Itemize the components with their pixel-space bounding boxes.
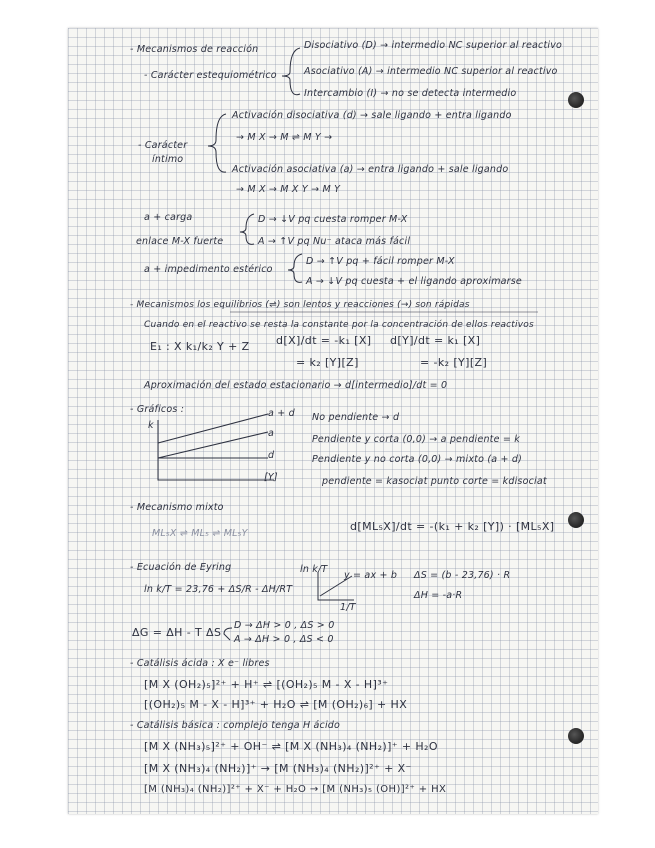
g2-line: Pendiente y corta (0,0) → a pendiente = k (312, 434, 520, 445)
a-carga-line: A → ↑V pq Nu⁻ ataca más fácil (258, 236, 411, 247)
graph-axes (158, 420, 274, 480)
rate1-line: d[X]/dt = -k₁ [X] (276, 334, 372, 347)
rate4-line: = -k₂ [Y][Z] (420, 356, 488, 369)
ds-line: ΔS = (b - 23,76) · R (414, 570, 511, 581)
mixto-line: - Mecanismo mixto (130, 502, 224, 513)
eq1-line: → M X → M ⇌ M Y → (236, 132, 333, 143)
mix-diagram: ML₅X ⇌ ML₅ ⇌ ML₅Y (152, 528, 248, 539)
carga1-line: a + carga (144, 212, 193, 223)
dg-arrow (224, 628, 232, 640)
carga2-line: enlace M-X fuerte (136, 236, 224, 247)
act-asoc-line: Activación asociativa (a) → entra ligando + sale ligando (232, 164, 509, 175)
notebook-page (68, 28, 598, 814)
e1-line: E₁ : X k₁/k₂ Y + Z (150, 340, 250, 353)
mix-eq-line: d[ML₅X]/dt = -(k₁ + k₂ [Y]) · [ML₅X] (350, 520, 555, 533)
d-carga-line: D → ↓V pq cuesta romper M-X (258, 214, 408, 225)
graph-label-a: a (268, 428, 275, 439)
ln-kt-label: ln k/T (300, 564, 328, 575)
aprox-line: Aproximación del estado estacionario → d[intermedio]/dt = 0 (144, 380, 448, 391)
d-imped-line: D → ↑V pq + fácil romper M-X (306, 256, 455, 267)
imped-line: a + impedimento estérico (144, 264, 273, 275)
inter-line: Intercambio (I) → no se detecta intermedio (304, 88, 517, 99)
dg-a-line: A → ΔH > 0 , ΔS < 0 (234, 634, 334, 645)
brace-stoich (282, 48, 300, 95)
g1-line: No pendiente → d (312, 412, 400, 423)
dg-line: ΔG = ΔH - T ΔS (132, 626, 222, 639)
ac1-line: [M X (OH₂)₅]²⁺ + H⁺ ⇌ [(OH₂)₅ M - X - H]³⁺ (144, 678, 389, 691)
caracter-line: - Carácter (138, 140, 188, 151)
eyring-linear: y = ax + b (344, 570, 398, 581)
b3-line: [M (NH₃)₄ (NH₂)]²⁺ + X⁻ + H₂O → [M (NH₃)₅ (OH)]²⁺ + HX (144, 784, 447, 795)
graf-line: - Gráficos : (130, 404, 185, 415)
eyring-line-title: - Ecuación de Eyring (130, 562, 232, 573)
act-dis-line: Activación disociativa (d) → sale ligando + entra ligando (232, 110, 512, 121)
brace-carga (240, 214, 254, 244)
brace-intimo (208, 114, 226, 172)
mech-title: - Mecanismos de reacción (130, 44, 259, 55)
intimo-line: íntimo (152, 154, 184, 165)
k-axis-label: k (148, 420, 154, 431)
eq2-line: → M X → M X Y → M Y (236, 184, 341, 195)
cat-basica-line: - Catálisis básica : complejo tenga H ácido (130, 720, 341, 731)
b2-line: [M X (NH₃)₄ (NH₂)]⁺ → [M (NH₃)₄ (NH₂)]²⁺ + X⁻ (144, 762, 412, 775)
b1-line: [M X (NH₃)₅]²⁺ + OH⁻ ⇌ [M X (NH₃)₄ (NH₂)]⁺ + H₂O (144, 740, 438, 753)
dh-line: ΔH = -a·R (414, 590, 463, 601)
ac2-line: [(OH₂)₅ M - X - H]³⁺ + H₂O ⇌ [M (OH₂)₆] + HX (144, 698, 408, 711)
graph-line-a (158, 432, 268, 458)
g4-line: pendiente = kasociat punto corte = kdisociat (322, 476, 547, 487)
graph-label-d: d (268, 450, 275, 461)
brace-imped (288, 254, 302, 282)
eyring-eq-line: ln k/T = 23,76 + ΔS/R - ΔH/RT (144, 584, 293, 595)
a-imped-line: A → ↓V pq cuesta + el ligando aproximarse (306, 276, 522, 287)
asoc-line: Asociativo (A) → intermedio NC superior al reactivo (304, 66, 558, 77)
cuando-line: Cuando en el reactivo se resta la constante por la concentración de ellos reactivos (144, 320, 534, 330)
dis-line: Disociativo (D) → intermedio NC superior al reactivo (304, 40, 563, 51)
rate2-line: d[Y]/dt = k₁ [X] (390, 334, 481, 347)
estq-line: - Carácter estequiométrico (144, 70, 277, 81)
y-axis-label: [Y] (264, 472, 278, 483)
equil-line: - Mecanismos los equilibrios (⇌) son lentos y reacciones (→) son rápidas (130, 300, 470, 310)
graph-line-ad (158, 414, 268, 443)
rate3-line: = k₂ [Y][Z] (296, 356, 359, 369)
one-t-label: 1/T (340, 602, 356, 613)
dg-d-line: D → ΔH > 0 , ΔS > 0 (234, 620, 335, 631)
g3-line: Pendiente y no corta (0,0) → mixto (a + d) (312, 454, 522, 465)
graph-label-ad: a + d (268, 408, 295, 419)
cat-acida-line: - Catálisis ácida : X e⁻ libres (130, 658, 270, 669)
